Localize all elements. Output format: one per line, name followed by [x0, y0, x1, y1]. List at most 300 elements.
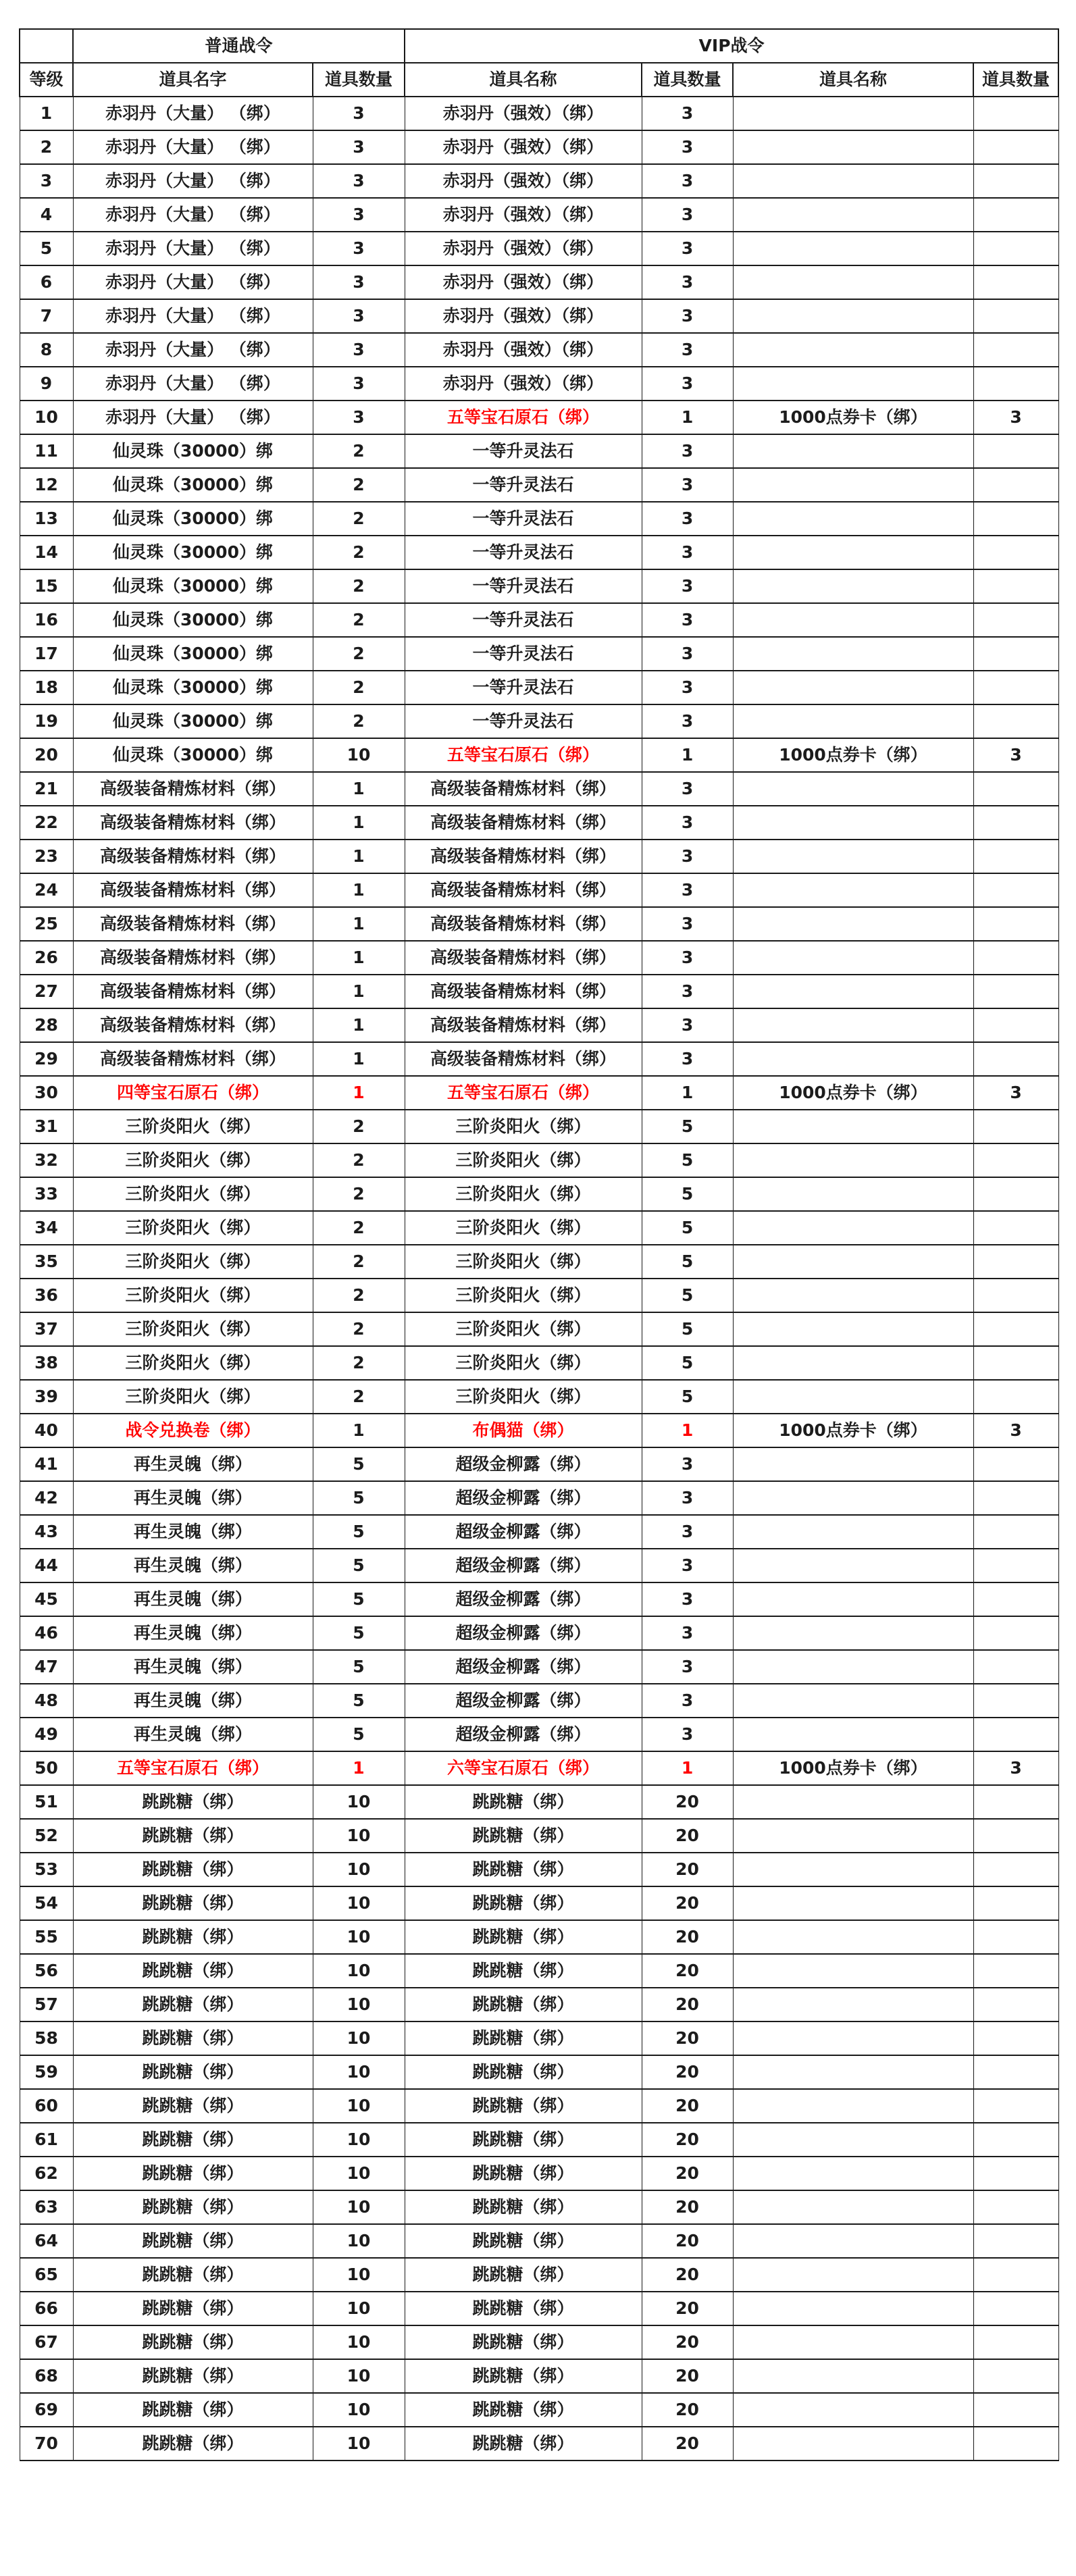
level-cell: 21 — [20, 772, 73, 806]
normal-item-name-cell: 高级装备精炼材料（绑） — [73, 1008, 313, 1042]
vip-item-qty-cell: 20 — [642, 2325, 733, 2359]
table-row — [20, 1380, 1058, 1414]
normal-item-qty-cell: 10 — [313, 2224, 405, 2258]
normal-item-name-cell: 跳跳糖（绑） — [73, 1988, 313, 2021]
table-row — [20, 1008, 1058, 1042]
table-row — [20, 1582, 1058, 1616]
normal-item-name-cell: 跳跳糖（绑） — [73, 1886, 313, 1920]
vip-extra-item-qty-cell: 3 — [973, 401, 1058, 434]
vip-item-qty-cell: 5 — [642, 1380, 733, 1414]
vip-extra-item-name-cell — [733, 265, 973, 299]
vip-item-name-cell: 六等宝石原石（绑） — [405, 1751, 642, 1785]
vip-item-qty-cell: 20 — [642, 1785, 733, 1819]
table-row — [20, 840, 1058, 873]
table-row — [20, 1312, 1058, 1346]
vip-item-name-cell: 三阶炎阳火（绑） — [405, 1346, 642, 1380]
table-row — [20, 806, 1058, 840]
vip-item-name-cell: 跳跳糖（绑） — [405, 1988, 642, 2021]
level-cell: 7 — [20, 299, 73, 333]
vip-extra-item-name-cell — [733, 1988, 973, 2021]
vip-extra-item-qty-cell — [973, 1346, 1058, 1380]
vip-item-name-cell: 赤羽丹（强效）（绑） — [405, 333, 642, 367]
vip-item-qty-cell: 3 — [642, 1549, 733, 1582]
level-cell: 27 — [20, 975, 73, 1008]
normal-item-qty-cell: 2 — [313, 1346, 405, 1380]
level-cell: 67 — [20, 2325, 73, 2359]
vip-extra-item-qty-cell — [973, 2258, 1058, 2292]
level-cell: 12 — [20, 468, 73, 502]
vip-extra-item-name-cell — [733, 97, 973, 130]
vip-item-name-cell: 超级金柳露（绑） — [405, 1515, 642, 1549]
level-cell: 43 — [20, 1515, 73, 1549]
level-cell: 60 — [20, 2089, 73, 2123]
normal-item-name-cell: 跳跳糖（绑） — [73, 2123, 313, 2157]
vip-item-qty-cell: 20 — [642, 1988, 733, 2021]
normal-item-qty-cell: 5 — [313, 1582, 405, 1616]
normal-item-name-cell: 高级装备精炼材料（绑） — [73, 907, 313, 941]
normal-item-qty-cell: 5 — [313, 1718, 405, 1751]
normal-item-name-cell: 跳跳糖（绑） — [73, 1920, 313, 1954]
normal-item-name-cell: 再生灵魄（绑） — [73, 1582, 313, 1616]
vip-extra-item-name-cell — [733, 2157, 973, 2190]
vip-item-name-cell: 高级装备精炼材料（绑） — [405, 941, 642, 975]
vip-extra-item-name-cell — [733, 1954, 973, 1988]
table-row — [20, 1684, 1058, 1718]
vip-extra-item-qty-cell — [973, 299, 1058, 333]
normal-item-name-cell: 仙灵珠（30000）绑 — [73, 671, 313, 704]
normal-item-qty-cell: 10 — [313, 1954, 405, 1988]
vip-extra-item-qty-cell — [973, 907, 1058, 941]
vip-extra-item-name-cell — [733, 1008, 973, 1042]
normal-item-qty-cell: 1 — [313, 907, 405, 941]
level-cell: 6 — [20, 265, 73, 299]
vip-item-name-cell: 超级金柳露（绑） — [405, 1718, 642, 1751]
vip-item-qty-cell: 3 — [642, 1042, 733, 1076]
vip-extra-item-name-cell — [733, 2325, 973, 2359]
normal-item-qty-cell: 10 — [313, 738, 405, 772]
vip-extra-item-qty-cell — [973, 2123, 1058, 2157]
normal-item-qty-cell: 10 — [313, 2123, 405, 2157]
vip-extra-item-qty-cell — [973, 1549, 1058, 1582]
normal-item-qty-cell: 1 — [313, 806, 405, 840]
vip-extra-item-qty-cell — [973, 1954, 1058, 1988]
vip-item-name-cell: 赤羽丹（强效）（绑） — [405, 232, 642, 265]
level-cell: 39 — [20, 1380, 73, 1414]
vip-extra-item-qty-cell — [973, 1853, 1058, 1886]
table-row — [20, 1886, 1058, 1920]
normal-item-name-cell: 再生灵魄（绑） — [73, 1481, 313, 1515]
normal-item-name-cell: 再生灵魄（绑） — [73, 1650, 313, 1684]
normal-item-qty-cell: 3 — [313, 265, 405, 299]
normal-item-qty-cell: 2 — [313, 671, 405, 704]
vip-extra-item-qty-cell — [973, 1279, 1058, 1312]
vip-extra-item-qty-cell — [973, 1110, 1058, 1143]
normal-item-qty-cell: 5 — [313, 1481, 405, 1515]
vip-extra-item-qty-cell — [973, 671, 1058, 704]
vip-extra-item-name-cell: 1000点券卡（绑） — [733, 1751, 973, 1785]
vip-item-qty-cell: 20 — [642, 2427, 733, 2461]
vip-item-name-cell: 一等升灵法石 — [405, 502, 642, 536]
vip-extra-item-qty-cell: 3 — [973, 1414, 1058, 1447]
vip-item-qty-cell: 5 — [642, 1110, 733, 1143]
vip-item-name-cell: 超级金柳露（绑） — [405, 1650, 642, 1684]
vip-extra-item-qty-cell — [973, 2393, 1058, 2427]
vip-item-qty-cell: 20 — [642, 2292, 733, 2325]
normal-item-qty-cell: 10 — [313, 2190, 405, 2224]
level-cell: 47 — [20, 1650, 73, 1684]
vip-item-name-cell: 一等升灵法石 — [405, 603, 642, 637]
vip-extra-item-qty-cell — [973, 1988, 1058, 2021]
normal-item-qty-cell: 3 — [313, 333, 405, 367]
vip-extra-item-name-cell — [733, 1886, 973, 1920]
vip-item-qty-cell: 5 — [642, 1211, 733, 1245]
normal-item-qty-cell: 2 — [313, 1177, 405, 1211]
level-cell: 18 — [20, 671, 73, 704]
normal-item-name-cell: 仙灵珠（30000）绑 — [73, 569, 313, 603]
vip-extra-item-name-cell — [733, 671, 973, 704]
table-row — [20, 1110, 1058, 1143]
normal-item-name-cell: 赤羽丹（大量） （绑） — [73, 130, 313, 164]
normal-item-name-cell: 跳跳糖（绑） — [73, 2224, 313, 2258]
vip-item-qty-cell: 3 — [642, 772, 733, 806]
vip-extra-item-name-cell — [733, 2190, 973, 2224]
normal-item-qty-cell: 2 — [313, 1245, 405, 1279]
table-row — [20, 1853, 1058, 1886]
normal-item-qty-cell: 2 — [313, 704, 405, 738]
vip-item-name-cell: 三阶炎阳火（绑） — [405, 1177, 642, 1211]
vip-item-name-cell: 赤羽丹（强效）（绑） — [405, 130, 642, 164]
level-cell: 33 — [20, 1177, 73, 1211]
table-row — [20, 603, 1058, 637]
table-row — [20, 333, 1058, 367]
normal-item-qty-cell: 10 — [313, 2292, 405, 2325]
vip-item-qty-cell: 20 — [642, 2224, 733, 2258]
vip-extra-item-qty-cell — [973, 2021, 1058, 2055]
table-row — [20, 1954, 1058, 1988]
table-row — [20, 1245, 1058, 1279]
vip-extra-item-qty-cell — [973, 975, 1058, 1008]
level-cell: 52 — [20, 1819, 73, 1853]
level-cell: 24 — [20, 873, 73, 907]
normal-item-name-cell: 赤羽丹（大量） （绑） — [73, 401, 313, 434]
vip-extra-item-qty-cell — [973, 1515, 1058, 1549]
normal-item-name-cell: 跳跳糖（绑） — [73, 2325, 313, 2359]
vip-item-name-cell: 跳跳糖（绑） — [405, 1819, 642, 1853]
vip-item-name-cell: 超级金柳露（绑） — [405, 1447, 642, 1481]
vip-extra-item-name-cell — [733, 232, 973, 265]
vip-item-qty-cell: 20 — [642, 1819, 733, 1853]
normal-item-qty-cell: 10 — [313, 2325, 405, 2359]
level-cell: 16 — [20, 603, 73, 637]
normal-item-name-cell: 再生灵魄（绑） — [73, 1616, 313, 1650]
vip-item-name-cell: 高级装备精炼材料（绑） — [405, 873, 642, 907]
table-row — [20, 1616, 1058, 1650]
vip-extra-item-name-cell — [733, 1920, 973, 1954]
normal-item-qty-cell: 3 — [313, 299, 405, 333]
vip-item-name-cell: 跳跳糖（绑） — [405, 2089, 642, 2123]
normal-item-qty-cell: 3 — [313, 130, 405, 164]
vip-item-name-cell: 布偶猫（绑） — [405, 1414, 642, 1447]
level-cell: 25 — [20, 907, 73, 941]
vip-item-qty-cell: 3 — [642, 907, 733, 941]
vip-extra-item-qty-cell — [973, 1886, 1058, 1920]
vip-extra-item-name-cell — [733, 299, 973, 333]
vip-item-name-cell: 跳跳糖（绑） — [405, 2427, 642, 2461]
vip-extra-item-qty-cell — [973, 1008, 1058, 1042]
vip-item-name-cell: 一等升灵法石 — [405, 704, 642, 738]
normal-item-qty-cell: 2 — [313, 536, 405, 569]
vip-item-name-cell: 跳跳糖（绑） — [405, 1886, 642, 1920]
vip-extra-item-qty-cell — [973, 1481, 1058, 1515]
level-cell: 36 — [20, 1279, 73, 1312]
table-row — [20, 671, 1058, 704]
level-cell: 19 — [20, 704, 73, 738]
level-cell: 28 — [20, 1008, 73, 1042]
vip-extra-item-name-cell — [733, 603, 973, 637]
level-cell: 38 — [20, 1346, 73, 1380]
normal-item-name-cell: 仙灵珠（30000）绑 — [73, 738, 313, 772]
normal-item-qty-cell: 10 — [313, 2359, 405, 2393]
level-cell: 49 — [20, 1718, 73, 1751]
normal-item-qty-cell: 10 — [313, 2021, 405, 2055]
normal-item-qty-cell: 1 — [313, 840, 405, 873]
vip-extra-item-name-cell — [733, 2359, 973, 2393]
level-cell: 14 — [20, 536, 73, 569]
table-row — [20, 772, 1058, 806]
normal-item-qty-cell: 1 — [313, 1042, 405, 1076]
normal-item-name-cell: 高级装备精炼材料（绑） — [73, 873, 313, 907]
vip-extra-item-qty-cell — [973, 1211, 1058, 1245]
vip-item-name-cell: 超级金柳露（绑） — [405, 1549, 642, 1582]
normal-item-qty-cell: 10 — [313, 1853, 405, 1886]
vip-item-name-cell: 跳跳糖（绑） — [405, 2157, 642, 2190]
normal-item-name-cell: 三阶炎阳火（绑） — [73, 1279, 313, 1312]
vip-extra-item-qty-cell — [973, 468, 1058, 502]
vip-item-name-cell: 跳跳糖（绑） — [405, 2224, 642, 2258]
vip-extra-item-name-cell — [733, 1380, 973, 1414]
table-row — [20, 1785, 1058, 1819]
normal-item-name-cell: 跳跳糖（绑） — [73, 1954, 313, 1988]
vip-item-qty-cell: 3 — [642, 1616, 733, 1650]
normal-item-name-cell: 三阶炎阳火（绑） — [73, 1143, 313, 1177]
level-cell: 35 — [20, 1245, 73, 1279]
vip-item-name-cell: 赤羽丹（强效）（绑） — [405, 299, 642, 333]
vip-item-qty-cell: 3 — [642, 704, 733, 738]
normal-item-name-cell: 仙灵珠（30000）绑 — [73, 536, 313, 569]
vip-item-name-cell: 五等宝石原石（绑） — [405, 1076, 642, 1110]
vip-item-qty-cell: 3 — [642, 873, 733, 907]
level-cell: 9 — [20, 367, 73, 401]
column-header-row — [20, 63, 1058, 97]
vip-extra-item-name-cell — [733, 941, 973, 975]
normal-item-name-cell: 跳跳糖（绑） — [73, 1819, 313, 1853]
vip-item-name-cell: 跳跳糖（绑） — [405, 1785, 642, 1819]
table-row — [20, 2292, 1058, 2325]
vip-extra-item-name-cell — [733, 502, 973, 536]
vip-item-name-cell: 高级装备精炼材料（绑） — [405, 772, 642, 806]
level-cell: 10 — [20, 401, 73, 434]
normal-item-name-cell: 高级装备精炼材料（绑） — [73, 772, 313, 806]
vip-extra-item-name-cell — [733, 2089, 973, 2123]
table-row — [20, 2359, 1058, 2393]
vip-item-qty-cell: 3 — [642, 1447, 733, 1481]
level-cell: 15 — [20, 569, 73, 603]
normal-item-name-cell: 高级装备精炼材料（绑） — [73, 1042, 313, 1076]
normal-item-qty-cell: 3 — [313, 164, 405, 198]
vip-extra-item-qty-cell — [973, 434, 1058, 468]
vip-item-qty-cell: 3 — [642, 941, 733, 975]
vip-extra-item-name-cell — [733, 2427, 973, 2461]
vip-extra-item-qty-cell — [973, 2224, 1058, 2258]
table-row — [20, 1920, 1058, 1954]
normal-item-qty-cell: 3 — [313, 97, 405, 130]
vip-item-qty-cell: 20 — [642, 2190, 733, 2224]
vip-extra-item-qty-cell — [973, 1684, 1058, 1718]
normal-item-qty-cell: 2 — [313, 468, 405, 502]
normal-item-qty-cell: 5 — [313, 1650, 405, 1684]
vip-item-qty-cell: 1 — [642, 738, 733, 772]
vip-item-qty-cell: 20 — [642, 1886, 733, 1920]
normal-item-qty-cell: 1 — [313, 1008, 405, 1042]
table-row — [20, 1988, 1058, 2021]
group-header-row — [20, 29, 1058, 63]
vip-item-qty-cell: 20 — [642, 2393, 733, 2427]
level-cell: 59 — [20, 2055, 73, 2089]
vip-extra-item-name-cell — [733, 1447, 973, 1481]
vip-item-qty-cell: 20 — [642, 1920, 733, 1954]
vip-extra-item-name-cell — [733, 1177, 973, 1211]
table-row — [20, 975, 1058, 1008]
normal-item-name-cell: 五等宝石原石（绑） — [73, 1751, 313, 1785]
level-cell: 42 — [20, 1481, 73, 1515]
vip-extra-item-name-cell — [733, 1549, 973, 1582]
normal-item-name-cell: 三阶炎阳火（绑） — [73, 1110, 313, 1143]
normal-item-qty-cell: 5 — [313, 1684, 405, 1718]
level-cell: 26 — [20, 941, 73, 975]
level-cell: 63 — [20, 2190, 73, 2224]
vip-extra-item-name-cell — [733, 1481, 973, 1515]
vip-extra-item-qty-cell — [973, 164, 1058, 198]
vip-extra-item-name-cell — [733, 130, 973, 164]
vip-item-name-cell: 跳跳糖（绑） — [405, 2292, 642, 2325]
vip-extra-item-name-cell — [733, 1110, 973, 1143]
vip-item-qty-cell: 3 — [642, 603, 733, 637]
vip-item-name-cell: 跳跳糖（绑） — [405, 2021, 642, 2055]
vip-item-qty-cell: 20 — [642, 2157, 733, 2190]
level-cell: 40 — [20, 1414, 73, 1447]
vip-extra-item-qty-cell — [973, 873, 1058, 907]
vip-item-qty-cell: 3 — [642, 367, 733, 401]
normal-item-qty-cell: 10 — [313, 2055, 405, 2089]
vip-extra-item-name-cell — [733, 468, 973, 502]
table-row — [20, 1751, 1058, 1785]
normal-item-name-cell: 跳跳糖（绑） — [73, 1785, 313, 1819]
normal-item-name-cell: 赤羽丹（大量） （绑） — [73, 299, 313, 333]
normal-item-qty-cell: 10 — [313, 2157, 405, 2190]
level-cell: 64 — [20, 2224, 73, 2258]
level-cell: 3 — [20, 164, 73, 198]
vip-item-qty-cell: 5 — [642, 1312, 733, 1346]
normal-item-qty-cell: 1 — [313, 1414, 405, 1447]
level-cell: 11 — [20, 434, 73, 468]
normal-item-qty-cell: 10 — [313, 2258, 405, 2292]
vip-extra-item-name-cell — [733, 569, 973, 603]
vip-extra-item-name-cell — [733, 164, 973, 198]
normal-item-name-cell: 三阶炎阳火（绑） — [73, 1346, 313, 1380]
normal-item-qty-cell: 2 — [313, 569, 405, 603]
vip-item-qty-cell: 3 — [642, 1718, 733, 1751]
normal-item-name-cell: 赤羽丹（大量） （绑） — [73, 198, 313, 232]
level-cell: 50 — [20, 1751, 73, 1785]
vip-item-name-cell: 高级装备精炼材料（绑） — [405, 1008, 642, 1042]
vip-extra-item-name-cell — [733, 2224, 973, 2258]
vip-item-qty-cell: 1 — [642, 1076, 733, 1110]
vip-item-name-cell: 跳跳糖（绑） — [405, 1920, 642, 1954]
vip-extra-item-name-cell — [733, 2393, 973, 2427]
table-row — [20, 468, 1058, 502]
table-row — [20, 198, 1058, 232]
vip-item-name-cell: 一等升灵法石 — [405, 637, 642, 671]
corner-cell — [20, 29, 73, 63]
table-row — [20, 2157, 1058, 2190]
vip-extra-item-name-cell — [733, 806, 973, 840]
normal-item-name-cell: 仙灵珠（30000）绑 — [73, 603, 313, 637]
vip-item-name-cell: 一等升灵法石 — [405, 671, 642, 704]
vip-item-qty-cell: 5 — [642, 1346, 733, 1380]
vip-extra-item-qty-cell — [973, 198, 1058, 232]
level-cell: 55 — [20, 1920, 73, 1954]
vip-item-name-cell: 赤羽丹（强效）（绑） — [405, 198, 642, 232]
table-row — [20, 164, 1058, 198]
vip-extra-item-name-cell — [733, 1279, 973, 1312]
vip-extra-item-qty-cell — [973, 840, 1058, 873]
vip-extra-item-qty-cell: 3 — [973, 1076, 1058, 1110]
vip-item-qty-cell: 3 — [642, 840, 733, 873]
normal-item-name-cell: 再生灵魄（绑） — [73, 1447, 313, 1481]
vip-item-qty-cell: 1 — [642, 401, 733, 434]
normal-item-qty-cell: 10 — [313, 1886, 405, 1920]
table-row — [20, 2190, 1058, 2224]
normal-item-name-cell: 赤羽丹（大量） （绑） — [73, 265, 313, 299]
level-cell: 17 — [20, 637, 73, 671]
level-cell: 56 — [20, 1954, 73, 1988]
table-row — [20, 97, 1058, 130]
vip-extra-item-name-cell — [733, 2021, 973, 2055]
vip-item-qty-cell: 3 — [642, 975, 733, 1008]
vip-extra-item-name-cell — [733, 367, 973, 401]
normal-item-name-cell: 三阶炎阳火（绑） — [73, 1380, 313, 1414]
table-row — [20, 130, 1058, 164]
normal-item-qty-cell: 1 — [313, 1751, 405, 1785]
normal-item-name-cell: 跳跳糖（绑） — [73, 2021, 313, 2055]
vip-item-name-cell: 跳跳糖（绑） — [405, 2123, 642, 2157]
vip-item-qty-cell: 3 — [642, 164, 733, 198]
vip-extra-item-qty-cell — [973, 603, 1058, 637]
level-cell: 32 — [20, 1143, 73, 1177]
vip-item-name-cell: 赤羽丹（强效）（绑） — [405, 97, 642, 130]
vip-extra-item-qty-cell — [973, 1616, 1058, 1650]
vip-extra-item-qty-cell — [973, 1819, 1058, 1853]
normal-item-name-cell: 仙灵珠（30000）绑 — [73, 468, 313, 502]
table-row — [20, 265, 1058, 299]
normal-item-qty-cell: 10 — [313, 2089, 405, 2123]
normal-item-qty-cell: 10 — [313, 2427, 405, 2461]
vip-extra-item-qty-cell — [973, 1650, 1058, 1684]
normal-item-name-cell: 跳跳糖（绑） — [73, 2393, 313, 2427]
level-cell: 41 — [20, 1447, 73, 1481]
vip-extra-item-name-cell — [733, 1785, 973, 1819]
vip-item-qty-cell: 20 — [642, 1954, 733, 1988]
